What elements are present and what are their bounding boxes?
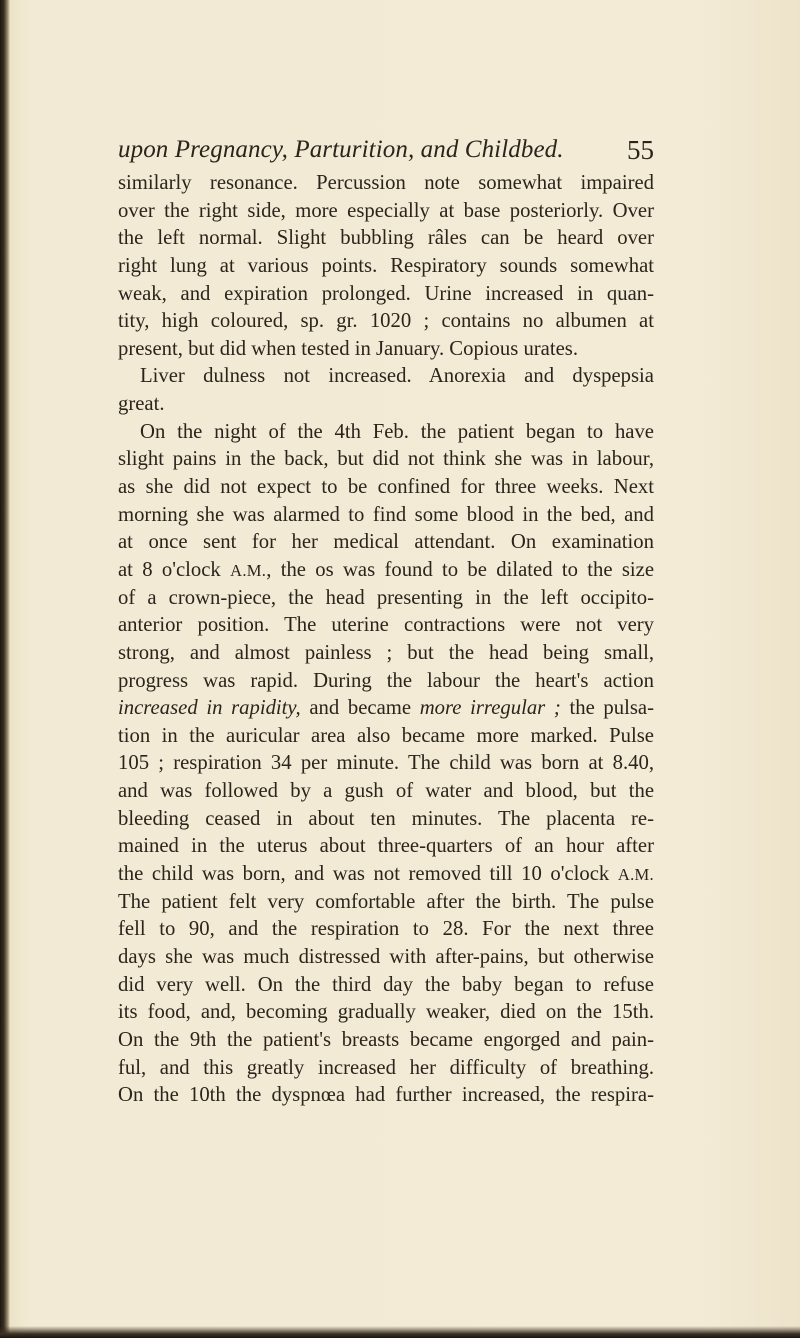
text-line: did very well. On the third day the baby began to refuse bbox=[118, 973, 654, 996]
text-line bbox=[118, 861, 654, 889]
text-line: On the 10th the dyspnœa had further increased, the respira- bbox=[118, 1084, 654, 1107]
text-line: anterior position. The uterine contractions were not very bbox=[118, 614, 654, 637]
text-line: its food, and, becoming gradually weaker, died on the 15th. bbox=[118, 1001, 654, 1024]
text-line: morning she was alarmed to find some blood in the bed, and bbox=[118, 503, 654, 526]
text-line: 105 ; respiration 34 per minute. The child was born at 8.40, bbox=[118, 752, 654, 775]
italic-emphasis: more irregular ; bbox=[419, 697, 561, 720]
text-line: at once sent for her medical attendant. On examination bbox=[118, 531, 654, 554]
running-title: upon Pregnancy, Parturition, and Childbed. bbox=[118, 136, 564, 163]
text-line: On the night of the 4th Feb. the patient began to have bbox=[140, 420, 654, 443]
text-line: The patient felt very comfortable after the birth. The pulse bbox=[118, 890, 654, 913]
text-line bbox=[118, 557, 654, 585]
running-head bbox=[118, 130, 654, 170]
small-caps-abbrev: A.M. bbox=[617, 865, 654, 885]
text-line: and was followed by a gush of water and blood, but the bbox=[118, 780, 654, 803]
small-caps-abbrev: A.M. bbox=[230, 560, 267, 580]
text-line: slight pains in the back, but did not think she was in labour, bbox=[118, 448, 654, 471]
text-line: present, but did when tested in January. Copious urates. bbox=[118, 337, 579, 360]
text-fragment: the child was born, and was not removed till 10 o'clock bbox=[118, 863, 618, 886]
text-line: progress was rapid. During the labour the heart's action bbox=[118, 669, 654, 692]
text-line: Liver dulness not increased. Anorexia and dyspepsia bbox=[140, 365, 654, 388]
text-line: the left normal. Slight bubbling râles can be heard over bbox=[118, 227, 654, 250]
text-line: of a crown-piece, the head presenting in the left occipito- bbox=[118, 586, 654, 609]
text-line: similarly resonance. Percussion note somewhat impaired bbox=[118, 172, 654, 194]
text-line: days she was much distressed with after-pains, but otherwise bbox=[118, 945, 654, 968]
text-line: as she did not expect to be confined for three weeks. Next bbox=[118, 476, 654, 499]
text-fragment: and became bbox=[300, 697, 420, 720]
text-line: weak, and expiration prolonged. Urine increased in quan- bbox=[118, 282, 654, 305]
text-line: mained in the uterus about three-quarters of an hour after bbox=[118, 835, 654, 858]
text-line: strong, and almost painless ; but the head being small, bbox=[118, 641, 654, 664]
text-line: ful, and this greatly increased her difficulty of breathing. bbox=[118, 1056, 654, 1079]
text-line: On the 9th the patient's breasts became engorged and pain- bbox=[118, 1028, 654, 1051]
page-binding-edge bbox=[0, 0, 10, 1338]
italic-emphasis: increased in rapidity, bbox=[118, 697, 301, 720]
text-line: tity, high coloured, sp. gr. 1020 ; contains no albumen at bbox=[118, 310, 654, 333]
text-line: over the right side, more especially at base posteriorly. Over bbox=[118, 199, 654, 222]
text-line: fell to 90, and the respiration to 28. For the next three bbox=[118, 918, 654, 941]
page-bottom-edge bbox=[0, 1326, 800, 1338]
text-line: tion in the auricular area also became more marked. Pulse bbox=[118, 724, 654, 747]
text-line: great. bbox=[118, 393, 165, 416]
text-fragment: at 8 o'clock bbox=[118, 558, 231, 581]
text-fragment: , the os was found to be dilated to the size bbox=[266, 558, 654, 581]
text-line: right lung at various points. Respiratory sounds somewhat bbox=[118, 254, 654, 277]
text-fragment: the pulsa- bbox=[560, 697, 654, 720]
text-line bbox=[118, 695, 654, 723]
text-line: bleeding ceased in about ten minutes. The placenta re- bbox=[118, 807, 654, 830]
body-text bbox=[118, 170, 654, 1110]
page-number: 55 bbox=[627, 135, 654, 165]
